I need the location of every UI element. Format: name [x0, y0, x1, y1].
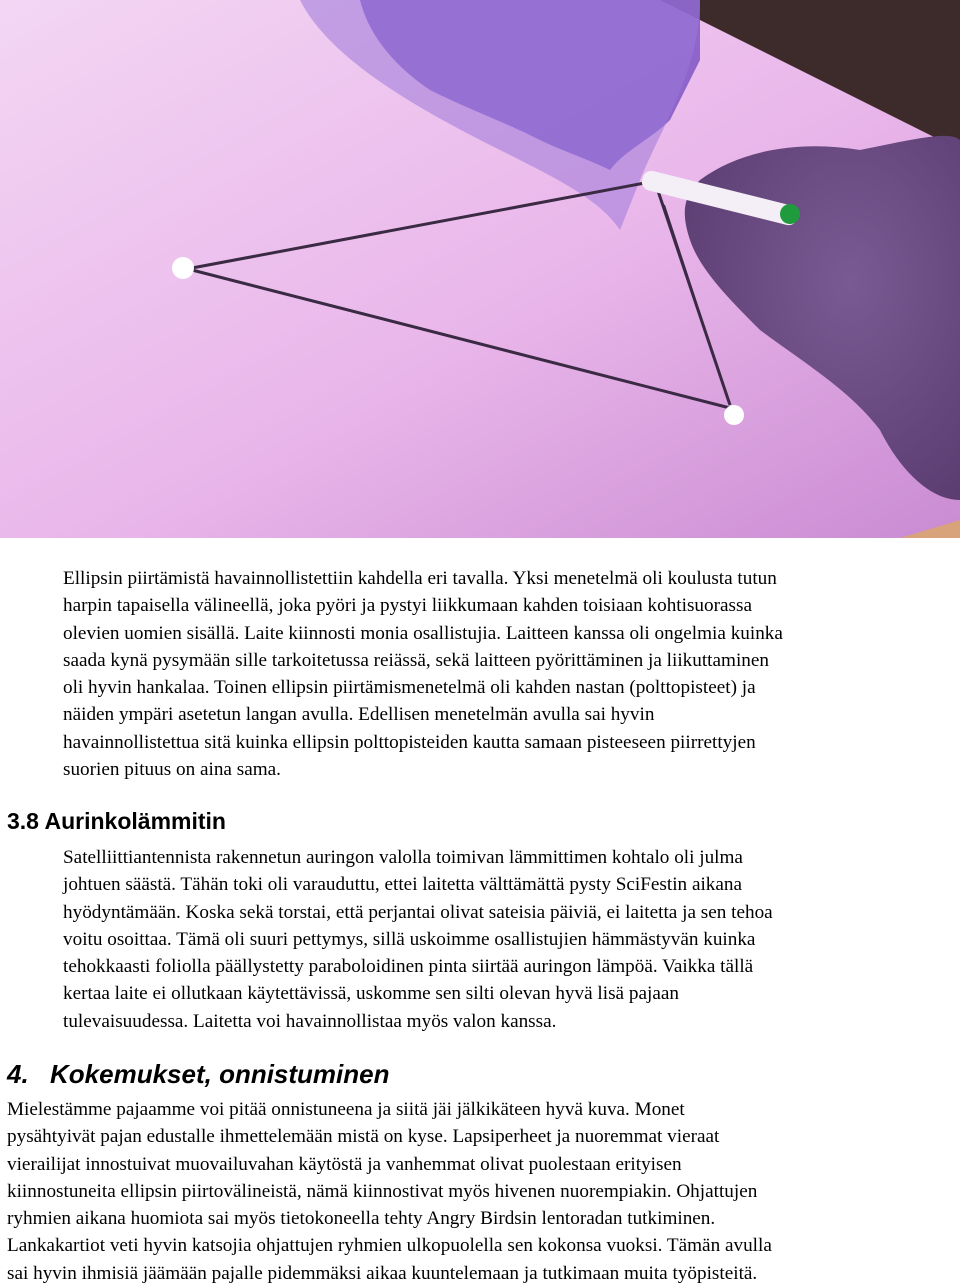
section-title: Kokemukset, onnistuminen	[50, 1059, 390, 1089]
text-line: Satelliittiantennista rakennetun auringon valolla toimivan lämmittimen kohtalo oli julma	[63, 847, 743, 868]
text-line: sai hyvin ihmisiä jäämään pajalle pidemmäksi aikaa kuuntelemaan ja tutkimaan muita työpisteitä.	[7, 1262, 758, 1284]
paragraph-solar-heater	[63, 844, 773, 1035]
text-line: näiden ympäri asetetun langan avulla. Edellisen menetelmän avulla sai hyvin	[63, 704, 655, 726]
text-line: johtuen säästä. Tähän toki oli varauduttu, ettei laitetta välttämättä pysty SciFestin aikana	[63, 874, 743, 896]
section-heading-4	[7, 1057, 390, 1091]
text-line: olevien uomien sisällä. Laite kiinnosti monia osallistujia. Laitteen kanssa oli ongelmia kuinka	[63, 622, 783, 644]
text-line: kiinnostuneita ellipsin piirtovälineistä, nämä kiinnostivat myös hivenen nuorempiakin. Ohjattujen	[7, 1180, 758, 1202]
text-line: saada kynä pysymään sille tarkoitetussa reiässä, sekä laitteen pyörittäminen ja liikuttaminen	[63, 649, 769, 671]
text-line: pysähtyivät pajan edustalle ihmettelemään mistä on kyse. Lapsiperheet ja nuoremmat vieraat	[7, 1126, 720, 1148]
pin-left	[172, 257, 194, 279]
text-line: havainnollistettua sitä kuinka ellipsin polttopisteiden kautta samaan pisteeseen piirrettyjen	[63, 731, 756, 753]
text-line: Mielestämme pajaamme voi pitää onnistuneena ja siitä jäi jälkikäteen hyvä kuva. Monet	[7, 1099, 685, 1120]
text-line: oli hyvin hankalaa. Toinen ellipsin piirtämismenetelmä oli kahden nastan (polttopisteet) ja	[63, 677, 756, 699]
text-line: harpin tapaisella välineellä, joka pyöri ja pystyi liikkumaan kahden toisiaan kohtisuorassa	[63, 595, 752, 617]
text-line: ryhmien aikana huomiota sai myös tietokoneella tehty Angry Birdsin lentoradan tutkiminen.	[7, 1208, 716, 1230]
text-line: tehokkaasti foliolla päällystetty paraboloidinen pinta siirtää auringon lämpöä. Vaikka tällä	[63, 956, 754, 978]
paragraph-ellipse-drawing	[63, 565, 783, 783]
text-line: voitu osoittaa. Tämä oli suuri pettymys, sillä uskoimme osallistujien hämmästyvän kuinka	[63, 928, 756, 950]
text-line: Lankakartiot veti hyvin katsojia ohjattujen ryhmien ulkopuolella sen kokonsa vuoksi. Tämän avulla	[7, 1235, 772, 1257]
section-number: 4.	[7, 1059, 29, 1089]
pin-right	[724, 405, 744, 425]
text-line: hyödyntämään. Koska sekä torstai, että perjantai olivat sateisia päiviä, ei laitetta ja sen tehoa	[63, 901, 773, 923]
pen-tip	[780, 204, 800, 224]
paragraph-experiences	[7, 1096, 772, 1287]
section-heading-3-8: 3.8 Aurinkolämmitin	[7, 808, 226, 834]
text-line: Ellipsin piirtämistä havainnollistettiin kahdella eri tavalla. Yksi menetelmä oli koulusta tutun	[63, 568, 777, 589]
text-line: vierailijat innostuivat muovailuvahan käytöstä ja vanhemmat olivat puolestaan erityisen	[7, 1153, 682, 1175]
text-line: suorien pituus on aina sama.	[63, 759, 281, 781]
text-line: tulevaisuudessa. Laitetta voi havainnollistaa myös valon kanssa.	[63, 1010, 557, 1032]
ellipse-drawing-photo	[0, 0, 960, 538]
text-line: kertaa laite ei ollutkaan käytettävissä, uskomme sen silti olevan hyvä lisä pajaan	[63, 983, 679, 1005]
